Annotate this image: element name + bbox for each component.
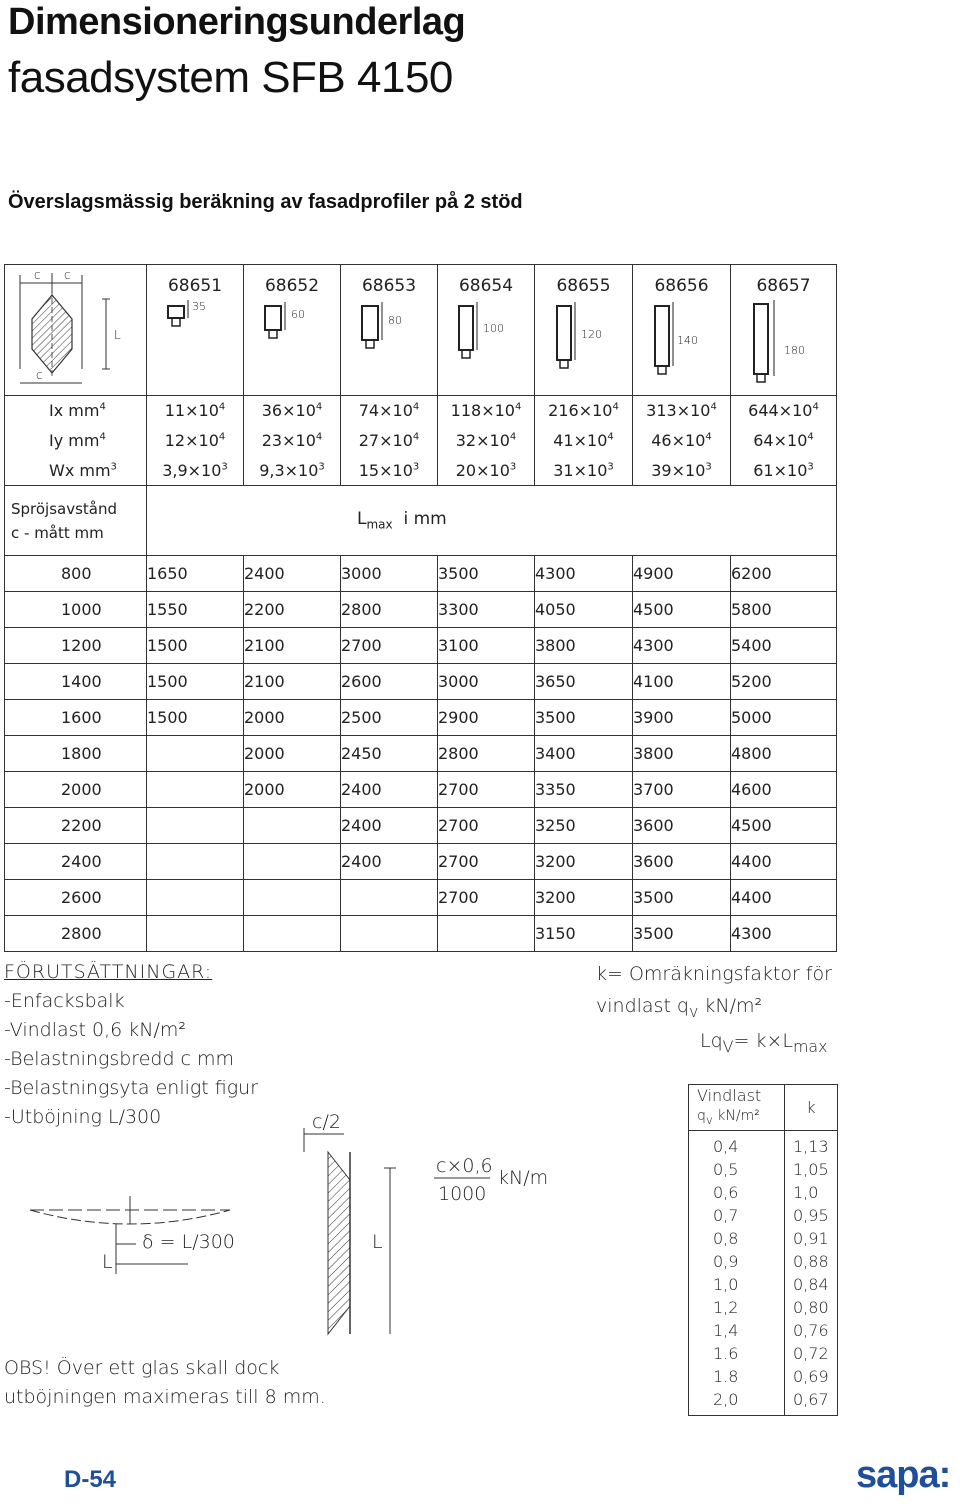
- assumptions: [4, 958, 258, 1132]
- vindlast-value: 1.8: [713, 1367, 739, 1386]
- svg-text:35: 35: [192, 300, 206, 313]
- lmax-value: [244, 808, 341, 844]
- lmax-value: 3600: [633, 808, 731, 844]
- k-definition: k= Omräkningsfaktor för vindlast $q_v$ kN/m²: [596, 963, 832, 1021]
- lmax-value: 3500: [535, 700, 633, 736]
- svg-text:180: 180: [783, 344, 805, 357]
- vindlast-value: 0,6: [713, 1183, 739, 1202]
- lmax-value: 4300: [535, 556, 633, 592]
- lmax-value: 4300: [731, 916, 837, 952]
- lmax-row: [5, 844, 837, 880]
- c-value: 2000: [5, 772, 147, 808]
- lmax-value: 1500: [147, 700, 244, 736]
- lmax-value: 4100: [633, 664, 731, 700]
- lmax-value: 2200: [244, 592, 341, 628]
- sprojs-label: Spröjsavstånd: [11, 499, 118, 518]
- lmax-value: 2400: [341, 844, 438, 880]
- ix-row: Ix $mm^4$ $11\times 10^4$ $36\times 10^4$ $74\times 10^4$ $118\times 10^4$ $216\times 10^4$ $313\times 10^4$ $644\times 10^4$: [5, 396, 837, 426]
- k-value: 0,72: [793, 1344, 829, 1363]
- lmax-value: 2700: [341, 628, 438, 664]
- header-figure-cell: [5, 265, 147, 396]
- c-value: 1600: [5, 700, 147, 736]
- lmax-value: 3800: [633, 736, 731, 772]
- lmax-row: [5, 736, 837, 772]
- c2-label: c/2: [312, 1111, 341, 1133]
- k-value: 0,69: [793, 1367, 829, 1386]
- c-value: 2600: [5, 880, 147, 916]
- profile-68656: 68656 140: [633, 265, 731, 396]
- lmax-value: 2600: [341, 664, 438, 700]
- lmax-value: 4300: [633, 628, 731, 664]
- lmax-value: 3500: [438, 556, 535, 592]
- k-factor-table: [688, 1084, 838, 1416]
- lmax-value: 4800: [731, 736, 837, 772]
- lmax-value: [147, 880, 244, 916]
- svg-text:120: 120: [580, 328, 602, 341]
- k-value: 1,0: [793, 1183, 819, 1202]
- lmax-row: [5, 916, 837, 952]
- assumption-item: -Belastningsbredd c mm: [4, 1048, 235, 1070]
- lmax-value: [147, 736, 244, 772]
- k-table-body: [689, 1131, 838, 1416]
- lmax-value: 4900: [633, 556, 731, 592]
- k-value: 0,95: [793, 1206, 829, 1225]
- svg-text:140: 140: [676, 334, 698, 347]
- vindlast-value: 0,8: [713, 1229, 739, 1248]
- lmax-value: 2400: [341, 772, 438, 808]
- obs-note: OBS! Över ett glas skall dock utböjningen maximeras till 8 mm.: [4, 1357, 326, 1408]
- k-value: 0,67: [793, 1390, 829, 1409]
- load-l-label: L: [372, 1231, 383, 1253]
- lmax-value: 2800: [438, 736, 535, 772]
- lmax-value: [244, 916, 341, 952]
- svg-text:60: 60: [291, 308, 305, 321]
- lmax-value: 2500: [341, 700, 438, 736]
- c-label-left: c: [33, 268, 41, 282]
- vindlast-values: [689, 1131, 785, 1416]
- lmax-value: [341, 880, 438, 916]
- c-value: 1400: [5, 664, 147, 700]
- lmax-value: 3250: [535, 808, 633, 844]
- profile-68657: 68657 180: [731, 265, 837, 396]
- assumption-item: -Vindlast 0,6 kN/m²: [4, 1019, 187, 1041]
- lmax-value: [147, 916, 244, 952]
- c-value: 1000: [5, 592, 147, 628]
- lmax-value: 3300: [438, 592, 535, 628]
- lmax-value: 2000: [244, 700, 341, 736]
- lmax-value: [341, 916, 438, 952]
- lmax-label: L: [357, 509, 367, 530]
- c-value: 800: [5, 556, 147, 592]
- deflection-l-label: L: [102, 1251, 113, 1273]
- lqv-formula: $Lq_V= k\times L_{max}$: [700, 1030, 828, 1056]
- profile-68651: 68651 35: [147, 265, 244, 396]
- vindlast-value: 1,0: [713, 1275, 739, 1294]
- lmax-value: 4600: [731, 772, 837, 808]
- lmax-value: 1500: [147, 664, 244, 700]
- vindlast-value: 0,7: [713, 1206, 739, 1225]
- lmax-row: [5, 556, 837, 592]
- lmax-value: 1650: [147, 556, 244, 592]
- lmax-value: [244, 880, 341, 916]
- assumption-item: -Enfacksbalk: [4, 990, 125, 1012]
- lmax-value: [438, 916, 535, 952]
- k-value: 0,76: [793, 1321, 829, 1340]
- lmax-value: 3500: [633, 880, 731, 916]
- vindlast-value: 0,5: [713, 1160, 739, 1179]
- k-value: 1,13: [793, 1137, 829, 1156]
- vindlast-value: 1.6: [713, 1344, 739, 1363]
- iy-row: Iy $mm^4$ $12\times 10^4$ $23\times 10^4$ $27\times 10^4$ $32\times 10^4$ $41\times 10^4$ $46\times 10^4$ $64\times 10^4$: [5, 426, 837, 456]
- dimension-table: [4, 264, 837, 952]
- sapa-logo: sapa:: [856, 1454, 951, 1496]
- lmax-value: [244, 844, 341, 880]
- lmax-value: 5400: [731, 628, 837, 664]
- vindlast-value: 2,0: [713, 1390, 739, 1409]
- profile-header-row: [5, 265, 837, 396]
- lmax-value: 2900: [438, 700, 535, 736]
- lmax-value: 2000: [244, 736, 341, 772]
- lmax-value: [147, 844, 244, 880]
- lmax-row: [5, 628, 837, 664]
- lmax-value: 3000: [341, 556, 438, 592]
- section-heading: Överslagsmässig beräkning av fasadprofiler på 2 stöd: [8, 191, 523, 213]
- lmax-row: [5, 772, 837, 808]
- lmax-value: 3350: [535, 772, 633, 808]
- page-code: D-54: [64, 1466, 117, 1493]
- lmax-value: 5800: [731, 592, 837, 628]
- l-label: L: [113, 328, 121, 342]
- lmax-value: 3650: [535, 664, 633, 700]
- c-value: 1200: [5, 628, 147, 664]
- assumption-item: -Utböjning L/300: [4, 1106, 162, 1128]
- lmax-value: 2400: [244, 556, 341, 592]
- vindlast-value: 0,9: [713, 1252, 739, 1271]
- lmax-value: 5200: [731, 664, 837, 700]
- lmax-value: 3400: [535, 736, 633, 772]
- lmax-value: 2700: [438, 844, 535, 880]
- lmax-value: 4500: [731, 808, 837, 844]
- k-value: 0,88: [793, 1252, 829, 1271]
- k-values: [785, 1131, 838, 1416]
- load-numerator: c×0,6: [436, 1155, 493, 1177]
- lmax-value: 2700: [438, 880, 535, 916]
- deflection-figure: [20, 1194, 240, 1284]
- lmax-value: 3800: [535, 628, 633, 664]
- c-value: 2200: [5, 808, 147, 844]
- lmax-value: 4400: [731, 844, 837, 880]
- lmax-row: [5, 808, 837, 844]
- c-value: 2800: [5, 916, 147, 952]
- c-value: 2400: [5, 844, 147, 880]
- svg-text:80: 80: [388, 314, 402, 327]
- load-unit: kN/m: [498, 1167, 549, 1189]
- page-title: Dimensioneringsunderlag: [8, 1, 466, 43]
- lmax-value: 6200: [731, 556, 837, 592]
- lmax-value: 5000: [731, 700, 837, 736]
- lmax-value: 3200: [535, 880, 633, 916]
- lmax-rows: [5, 556, 837, 952]
- wx-row: Wx $mm^3$ $3,9\times 10^3$ $9,3\times 10^3$ $15\times 10^3$ $20\times 10^3$ $31\times 10^3$ $39\times 10^3$ $61\times 10^3$: [5, 456, 837, 486]
- k-value: 0,84: [793, 1275, 829, 1294]
- svg-text:100: 100: [483, 322, 504, 335]
- vindlast-value: 1,4: [713, 1321, 739, 1340]
- lmax-value: 2700: [438, 808, 535, 844]
- lmax-row: [5, 700, 837, 736]
- lmax-value: 2450: [341, 736, 438, 772]
- profile-68655: 68655 120: [535, 265, 633, 396]
- lmax-value: 2100: [244, 628, 341, 664]
- lmax-row: [5, 592, 837, 628]
- k-value: 1,05: [793, 1160, 829, 1179]
- c-value: 1800: [5, 736, 147, 772]
- delta-label: δ = L/300: [142, 1231, 235, 1253]
- assumption-item: -Belastningsyta enligt figur: [4, 1077, 259, 1099]
- lmax-row: [5, 880, 837, 916]
- lmax-value: 3700: [633, 772, 731, 808]
- lmax-value: [147, 772, 244, 808]
- vindlast-value: 1,2: [713, 1298, 739, 1317]
- cmatt-label: c - mått mm: [11, 523, 104, 542]
- k-table-header: Vindlast $q_v$ kN/m² k: [689, 1085, 838, 1131]
- lmax-value: 4050: [535, 592, 633, 628]
- lmax-value: 3000: [438, 664, 535, 700]
- lmax-value: 3200: [535, 844, 633, 880]
- lmax-value: 3150: [535, 916, 633, 952]
- lmax-value: 3600: [633, 844, 731, 880]
- vindlast-value: 0,4: [713, 1137, 739, 1156]
- load-area-figure: [6, 265, 146, 391]
- lmax-value: 3100: [438, 628, 535, 664]
- page-subtitle: fasadsystem SFB 4150: [8, 53, 453, 102]
- lmax-value: 4500: [633, 592, 731, 628]
- lmax-value: 1550: [147, 592, 244, 628]
- lmax-value: [147, 808, 244, 844]
- assumptions-heading: FÖRUTSÄTTNINGAR:: [4, 961, 213, 983]
- c-label-right: c: [63, 268, 71, 282]
- lmax-value: 3500: [633, 916, 731, 952]
- lmax-header-row: Spröjsavstånd c - mått mm $L_{max}$ i mm: [5, 486, 837, 556]
- lmax-value: 1500: [147, 628, 244, 664]
- profile-68653: 68653 80: [341, 265, 438, 396]
- k-value: 0,80: [793, 1298, 829, 1317]
- lmax-value: 2700: [438, 772, 535, 808]
- profile-68654: 68654 100: [438, 265, 535, 396]
- lmax-value: 2400: [341, 808, 438, 844]
- load-denominator: 1000: [438, 1183, 487, 1205]
- lmax-value: 2800: [341, 592, 438, 628]
- load-figure: [294, 1108, 564, 1338]
- lmax-value: 2000: [244, 772, 341, 808]
- lmax-row: [5, 664, 837, 700]
- lmax-value: 2100: [244, 664, 341, 700]
- k-value: 0,91: [793, 1229, 829, 1248]
- lmax-value: 3900: [633, 700, 731, 736]
- profile-68652: 68652 60: [244, 265, 341, 396]
- lmax-value: 4400: [731, 880, 837, 916]
- c-label-bottom: c: [35, 368, 43, 382]
